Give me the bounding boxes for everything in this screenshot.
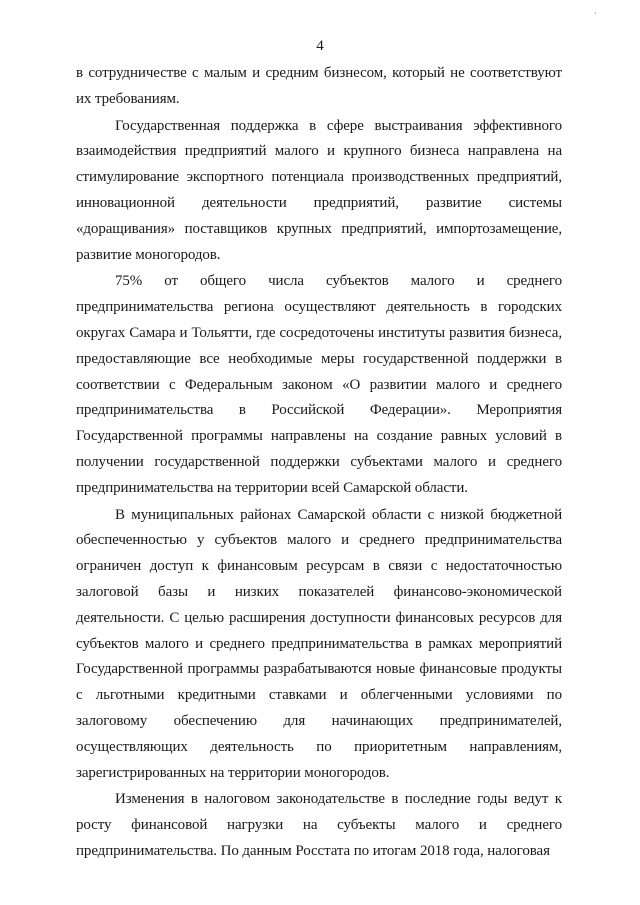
corner-mark: · [594,9,597,18]
paragraph-samara-tolyatti: 75% от общего числа субъектов малого и среднего предпринимательства региона осуществляют деятельность в городских округах Самара и Тольятти, где сосредоточены институты развития бизнеса, предоставляющие все необходимые меры государственной поддержки в соответствии с Федеральным законом «О развитии малого и среднего предпринимательства в Российской Федерации». Мероприятия Государственной программы направлены на создание равных условий в получении государственной поддержки субъектами малого и среднего предпринимательства на территории всей Самарской области. [76,273,562,496]
document-body [76,61,562,865]
paragraph-continuation: в сотрудничестве с малым и средним бизнесом, который не соответствуют их требованиям. [76,65,562,107]
paragraph-municipal-districts: В муниципальных районах Самарской области с низкой бюджетной обеспеченностью у субъектов малого и среднего предпринимательства ограничен доступ к финансовым ресурсам в связи с недостаточностью залоговой базы и низких показателей финансово-экономической деятельности. С целью расширения доступности финансовых ресурсов для субъектов малого и среднего предпринимательства в рамках мероприятий Государственной программы разрабатываются новые финансовые продукты с льготными кредитными ставками и облегченными условиями по залоговому обеспечению для начинающих предпринимателей, осуществляющих деятельность по приоритетным направлениям, зарегистрированных на территории моногородов. [76,506,562,781]
paragraph-tax-changes: Изменения в налоговом законодательстве в последние годы ведут к росту финансовой нагрузки на субъекты малого и среднего предпринимательства. По данным Росстата по итогам 2018 года, налоговая [76,791,562,859]
paragraph-state-support: Государственная поддержка в сфере выстраивания эффективного взаимодействия предприятий малого и крупного бизнеса направлена на стимулирование экспортного потенциала производственных предприятий, инновационной деятельности предприятий, развитие системы «доращивания» поставщиков крупных предприятий, импортозамещение, развитие моногородов. [76,117,562,263]
page-number: 4 [316,38,324,54]
